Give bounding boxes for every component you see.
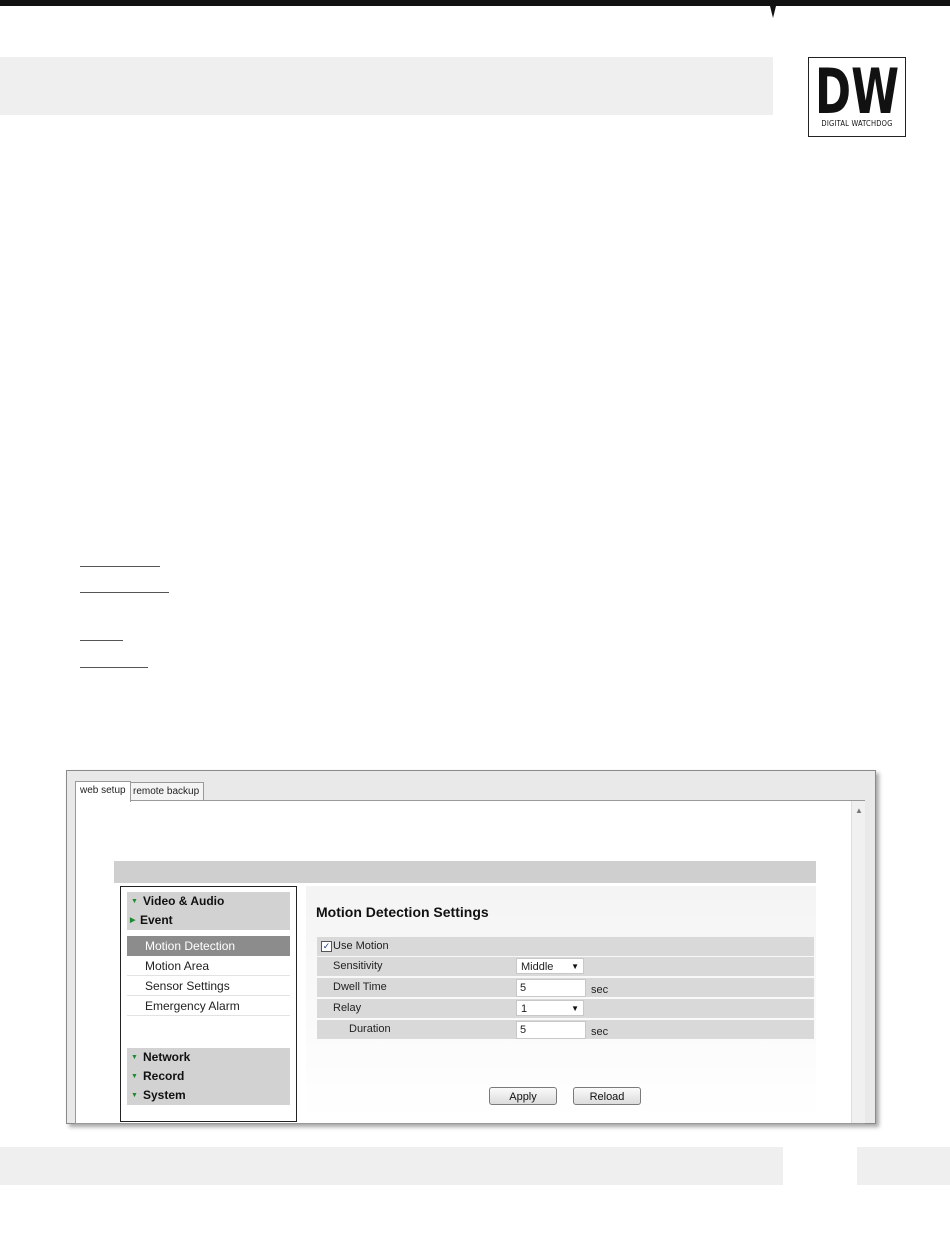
sidebar-item-label: Network <box>143 1050 191 1064</box>
sidebar-item-record[interactable] <box>127 1067 290 1086</box>
vertical-scrollbar[interactable] <box>851 801 865 1123</box>
sidebar-item-network[interactable] <box>127 1048 290 1067</box>
settings-sidebar <box>120 886 297 1122</box>
sidebar-item-emergency-alarm[interactable]: Emergency Alarm <box>127 996 290 1016</box>
sidebar-group-top <box>127 892 290 930</box>
scroll-up-arrow-icon[interactable]: ▲ <box>855 806 863 815</box>
dwell-time-row <box>317 978 814 997</box>
top-notch <box>758 0 788 20</box>
top-rule <box>0 0 950 20</box>
dwell-time-label: Dwell Time <box>333 981 387 993</box>
footer-band <box>0 1147 783 1185</box>
browser-window <box>66 770 876 1124</box>
tab-remote-backup[interactable]: remote backup <box>128 782 204 801</box>
sidebar-item-sensor-settings[interactable]: Sensor Settings <box>127 976 290 996</box>
relay-select[interactable] <box>516 1000 584 1016</box>
footer-page-box <box>857 1147 950 1185</box>
svg-text:DW: DW <box>815 59 899 117</box>
sidebar-item-label: System <box>143 1088 186 1102</box>
dwell-time-input[interactable]: 5 <box>516 979 586 997</box>
sidebar-item-motion-detection[interactable]: Motion Detection <box>127 936 290 956</box>
sidebar-item-event[interactable] <box>127 911 290 930</box>
app-header-bar <box>114 861 816 883</box>
sidebar-item-label: Record <box>143 1069 185 1083</box>
logo-wordmark: DIGITAL WATCHDOG <box>821 119 893 128</box>
relay-label: Relay <box>333 1002 362 1014</box>
use-motion-row <box>317 937 814 956</box>
sensitivity-value: Middle <box>521 961 554 973</box>
sensitivity-select[interactable] <box>516 958 584 974</box>
header-band <box>0 57 773 115</box>
expand-arrow-icon: ▼ <box>131 1073 138 1080</box>
sensitivity-row <box>317 957 814 976</box>
dw-logo-mark <box>813 59 901 117</box>
text-rule-1 <box>80 566 160 567</box>
text-rule-2 <box>80 592 169 593</box>
company-logo <box>808 57 906 137</box>
chevron-down-icon: ▼ <box>571 1004 579 1013</box>
expand-arrow-icon: ▼ <box>131 1054 138 1061</box>
sidebar-group-bottom <box>127 1048 290 1105</box>
expand-arrow-icon: ▼ <box>131 1092 138 1099</box>
duration-unit: sec <box>591 1026 609 1038</box>
reload-button[interactable]: Reload <box>573 1087 641 1105</box>
duration-input[interactable]: 5 <box>516 1021 586 1039</box>
sidebar-item-video-audio[interactable] <box>127 892 290 911</box>
collapse-arrow-icon: ▶ <box>130 917 136 924</box>
use-motion-label: Use Motion <box>333 940 389 952</box>
sensitivity-label: Sensitivity <box>333 960 383 972</box>
text-rule-3 <box>80 640 123 641</box>
sidebar-item-label: Video & Audio <box>143 894 225 908</box>
relay-row <box>317 999 814 1018</box>
sidebar-item-system[interactable] <box>127 1086 290 1105</box>
duration-label: Duration <box>349 1023 391 1035</box>
relay-value: 1 <box>521 1003 528 1015</box>
text-rule-4 <box>80 667 148 668</box>
chevron-down-icon: ▼ <box>571 962 579 971</box>
page-area <box>75 800 865 1124</box>
tab-web-setup[interactable]: web setup <box>75 781 131 802</box>
dwell-time-unit: sec <box>591 984 609 996</box>
top-black-bar <box>0 0 950 6</box>
use-motion-checkbox[interactable]: ✓ <box>322 941 331 951</box>
sidebar-item-label: Event <box>140 913 173 927</box>
page-title: Motion Detection Settings <box>316 904 489 920</box>
duration-row <box>317 1020 814 1039</box>
apply-button[interactable]: Apply <box>489 1087 557 1105</box>
sidebar-item-motion-area[interactable]: Motion Area <box>127 956 290 976</box>
expand-arrow-icon: ▼ <box>131 898 138 905</box>
